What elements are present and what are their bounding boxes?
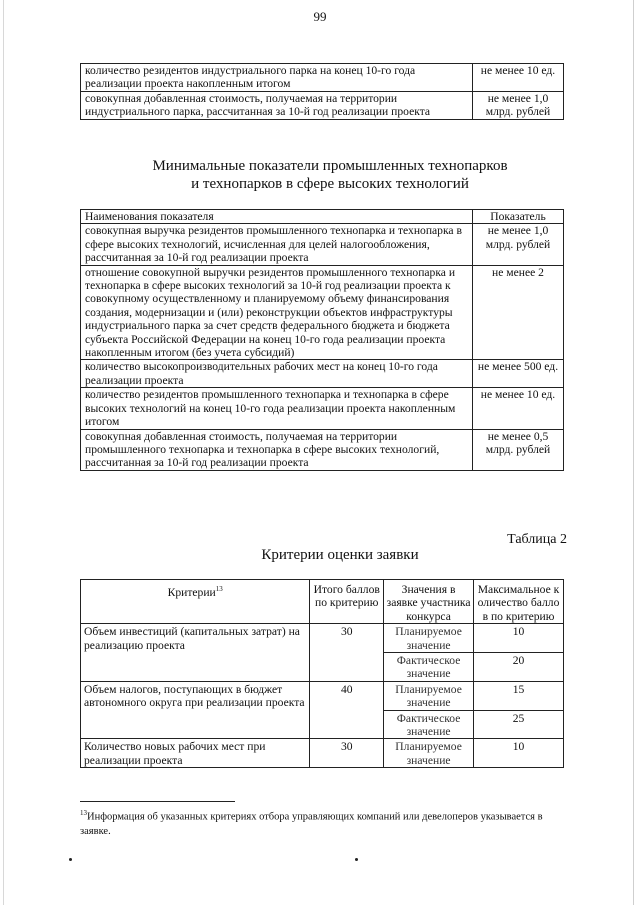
page-edge-left [3, 0, 4, 905]
max-score: 25 [474, 710, 564, 739]
table-row [81, 360, 564, 388]
column-header-total: Итого баллов по критерию [310, 580, 384, 624]
value-type: Планируемое значение [384, 681, 474, 710]
footnote-separator [80, 801, 235, 802]
criterion-name: Объем инвестиций (капитальных затрат) на реализацию проекта [81, 624, 310, 682]
table-row [81, 91, 564, 119]
footnote [80, 806, 550, 839]
criterion-total: 30 [310, 624, 384, 682]
max-score: 10 [474, 739, 564, 768]
footnote-ref: 13 [215, 585, 223, 593]
column-header-value: Показатель [473, 210, 564, 224]
table-header-row [81, 210, 564, 224]
criteria-table [80, 579, 564, 768]
table-row [81, 388, 564, 429]
indicator-name: совокупная добавленная стоимость, получаемая на территории промышленного технопарка и технопарка в сфере высоких технологий, рассчитанная за 10-й год реализации проекта [81, 429, 473, 470]
page-number: 99 [313, 9, 327, 24]
indicator-name: количество резидентов индустриального парка на конец 10-го года реализации проекта накопленным итогом [81, 64, 473, 92]
column-header-max: Максимальное количество баллов по критерию [474, 580, 564, 624]
value-type: Фактическое значение [384, 653, 474, 682]
footnote-number: 13 [80, 809, 87, 817]
scan-speck [69, 858, 72, 861]
indicator-value: не менее 2 [473, 265, 564, 360]
page-edge-right [633, 0, 634, 905]
table-row [81, 265, 564, 360]
industrial-park-indicators-table [80, 63, 564, 120]
table-row [81, 739, 564, 768]
indicator-value: не менее 500 ед. [473, 360, 564, 388]
table-row [81, 681, 564, 710]
indicator-name: количество высокопроизводительных рабочих мест на конец 10-го года реализации проекта [81, 360, 473, 388]
value-type: Планируемое значение [384, 739, 474, 768]
max-score: 20 [474, 653, 564, 682]
table-row [81, 64, 564, 92]
indicator-value: не менее 1,0 млрд. рублей [473, 91, 564, 119]
column-header-name: Наименования показателя [81, 210, 473, 224]
indicator-value: не менее 0,5 млрд. рублей [473, 429, 564, 470]
scan-speck [355, 858, 358, 861]
table-row [81, 429, 564, 470]
table-header-row [81, 580, 564, 624]
indicator-value: не менее 10 ед. [473, 388, 564, 429]
criterion-name: Количество новых рабочих мест при реализации проекта [81, 739, 310, 768]
table-row [81, 624, 564, 653]
indicator-name: совокупная добавленная стоимость, получаемая на территории индустриального парка, рассчитанная за 10-й год реализации проекта [81, 91, 473, 119]
technopark-indicators-table [80, 209, 564, 471]
indicator-value: не менее 10 ед. [473, 64, 564, 92]
heading-line: Минимальные показатели промышленных технопарков [152, 158, 508, 174]
criterion-total: 30 [310, 739, 384, 768]
indicator-value: не менее 1,0 млрд. рублей [473, 224, 564, 265]
column-header-values: Значения в заявке участника конкурса [384, 580, 474, 624]
footnote-text: Информация об указанных критериях отбора управляющих компаний или девелоперов указывается в заявке. [80, 811, 543, 837]
table-row [81, 224, 564, 265]
value-type: Планируемое значение [384, 624, 474, 653]
column-header-criteria [81, 580, 310, 624]
criterion-name: Объем налогов, поступающих в бюджет автономного округа при реализации проекта [81, 681, 310, 739]
max-score: 10 [474, 624, 564, 653]
table-number-label: Таблица 2 [507, 532, 567, 547]
section-heading-technoparks [0, 157, 640, 193]
max-score: 15 [474, 681, 564, 710]
indicator-name: отношение совокупной выручки резидентов промышленного технопарка и технопарка в сфере высоких технологий за 10-й год реализации проекта к совокупному осуществленному и планируемому объему финансирования создания, модернизации и (или) реконструкции объектов инфраструктуры индустриального парка за счет средств федерального бюджета и бюджета субъекта Российской Федерации на конец 10-го года реализации проекта накопленным итогом (без учета субсидий) [81, 265, 473, 360]
value-type: Фактическое значение [384, 710, 474, 739]
indicator-name: совокупная выручка резидентов промышленного технопарка и технопарка в сфере высоких технологий, исчисленная для целей налогообложения, рассчитанная за 10-й год реализации проекта [81, 224, 473, 265]
indicator-name: количество резидентов промышленного технопарка и технопарка в сфере высоких технологий на конец 10-го года реализации проекта накопленным итогом [81, 388, 473, 429]
criteria-header-text: Критерии [167, 585, 216, 599]
heading-line: и технопарков в сфере высоких технологий [191, 176, 469, 192]
section-heading-criteria: Критерии оценки заявки [261, 547, 419, 563]
criterion-total: 40 [310, 681, 384, 739]
